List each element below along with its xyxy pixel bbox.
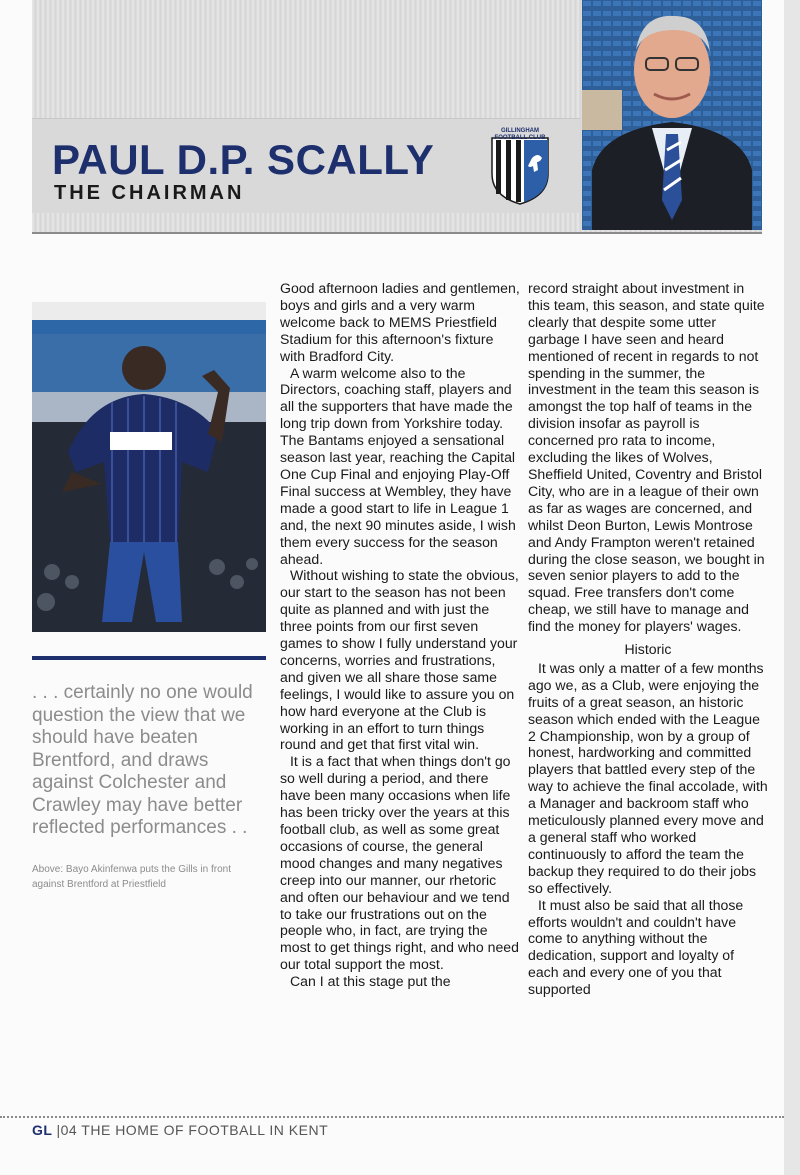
crest-text: GILLINGHAM FOOTBALL CLUB — [494, 128, 546, 141]
page-title: PAUL D.P. SCALLY — [52, 136, 435, 183]
footer-text: 04 THE HOME OF FOOTBALL IN KENT — [60, 1122, 329, 1138]
footer-divider — [0, 1116, 784, 1118]
article-paragraph: It must also be said that all those efforts wouldn't and couldn't have come to anything without the dedication, support and loyalty of each and every one of you that supported — [528, 896, 744, 998]
article-paragraph: Good afternoon ladies and gentlemen, boys and girls and a very warm welcome back to MEMS Priestfield Stadium for this afternoon's fixture with Bradford City. — [280, 280, 520, 364]
photo-caption: Above: Bayo Akinfenwa puts the Gills in front against Brentford at Priestfield — [32, 864, 231, 890]
page-edge — [784, 0, 800, 1175]
player-action-photo — [32, 302, 266, 632]
article-paragraph: Without wishing to state the obvious, our start to the season has not been quite as planned and with just the three points from our first seven games to show I fully understand your concerns, worries and frustrations, and given we all share those same feelings, I would like to assure you on how hard everyone at the Club is working in an effort to turn things round and get that first vital win. — [280, 567, 519, 753]
section-subhead: Historic — [624, 641, 672, 658]
quote-divider — [32, 656, 266, 660]
magazine-logo-icon: GL — [32, 1122, 53, 1138]
article-paragraph: A warm welcome also to the Directors, coaching staff, players and all the supporters that have made the long trip down from Yorkshire today. The Bantams enjoyed a sensational season last year, reaching the Capital One Cup Final and enjoying Play-Off Final success at Wembley, they have made a good start to life in League 1 and, the next 90 minutes aside, I wish them every success for the season ahead. — [280, 364, 516, 567]
pull-quote: . . . certainly no one would question the view that we should have beaten Brentford, and draws against Colchester and Crawley may have better reflected performances . . — [32, 682, 253, 838]
article-paragraph: record straight about investment in this team, this season, and state quite clearly that despite some utter garbage I have seen and heard mentioned of recent in regards to not spending in the summer, the investment in the team this season is amongst the top half of teams in the division insofar as payroll is concerned pro rata to income, excluding the likes of Wolves, Sheffield United, Coventry and Bristol City, who are in a league of their own as far as wages are concerned, and whilst Deon Burton, Lewis Montrose and Andy Frampton weren't retained during the close season, we bought in seven senior players to add to the squad. Free transfers don't come cheap, we still have to manage and find the money for players' wages. — [528, 280, 765, 635]
article-paragraph: It is a fact that when things don't go so well during a period, and there have been many occasions when life has been tricky over the years at this football club, as well as some great occasions of course, the general mood changes and many negatives creep into our manner, our rhetoric and often our behaviour and we tend to take our frustrations out on the people who, in fact, are trying the most to get things right, and who need our total support the most. — [280, 753, 519, 973]
chairman-portrait — [582, 0, 762, 230]
club-crest-icon — [490, 128, 550, 206]
article-paragraph: Can I at this stage put the — [290, 973, 451, 990]
article-column-2 — [528, 280, 768, 998]
page-footer: GL |04 THE HOME OF FOOTBALL IN KENT — [32, 1122, 329, 1138]
page-subtitle: THE CHAIRMAN — [54, 182, 245, 204]
article-paragraph: It was only a matter of a few months ago we, as a Club, were enjoying the fruits of a great season, an historic season which ended with the League 2 Championship, won by a group of honest, hardworking and committed players that battled every step of the way to achieve the final accolade, with a Manager and backroom staff who meticulously planned every move and a general staff who worked continuously to afford the team the backup they required to do their jobs so effectively. — [528, 659, 768, 896]
article-column-1 — [280, 280, 520, 990]
